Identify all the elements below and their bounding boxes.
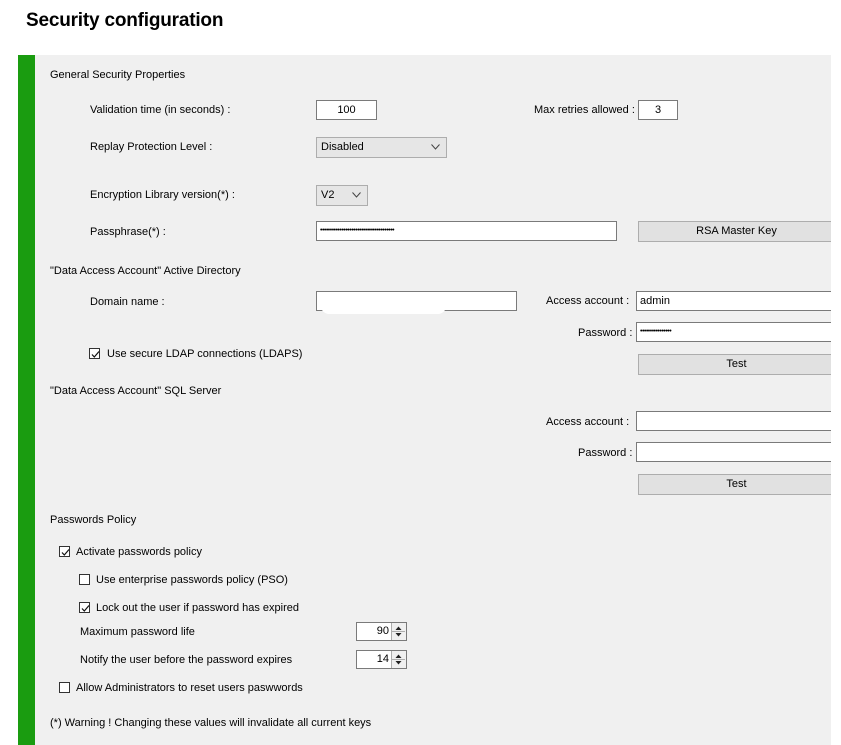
- encryption-version-label: Encryption Library version(*) :: [90, 189, 235, 201]
- ad-test-button[interactable]: Test: [638, 354, 831, 375]
- checkmark-icon: [80, 603, 91, 614]
- warning-text: (*) Warning ! Changing these values will invalidate all current keys: [50, 717, 372, 729]
- section-policy-header: Passwords Policy: [50, 514, 137, 526]
- pso-label: Use enterprise passwords policy (PSO): [96, 574, 288, 586]
- sql-access-account-input[interactable]: [636, 411, 831, 431]
- accent-bar: [18, 55, 35, 745]
- checkmark-icon: [90, 349, 101, 360]
- max-life-spinner[interactable]: [356, 622, 407, 641]
- encryption-version-value: V2: [321, 189, 335, 201]
- page-title: Security configuration: [26, 10, 224, 31]
- ad-password-label: Password :: [578, 327, 633, 339]
- rsa-master-key-button[interactable]: RSA Master Key: [638, 221, 831, 242]
- pso-checkbox[interactable]: [79, 574, 90, 585]
- sql-test-button[interactable]: Test: [638, 474, 831, 495]
- max-retries-input[interactable]: 3: [638, 100, 678, 120]
- lockout-checkbox[interactable]: [79, 602, 90, 613]
- settings-panel: [18, 55, 831, 745]
- max-life-value: 90: [376, 625, 389, 637]
- ldaps-checkbox[interactable]: [89, 348, 100, 359]
- replay-protection-value: Disabled: [321, 141, 364, 153]
- sql-access-account-label: Access account :: [546, 416, 630, 428]
- notify-value: 14: [376, 653, 389, 665]
- ad-access-account-label: Access account :: [546, 295, 630, 307]
- passphrase-input[interactable]: ••••••••••••••••••••••••••••••••••••••: [316, 221, 617, 241]
- up-down-arrows-icon[interactable]: [391, 651, 406, 668]
- section-ad-header: "Data Access Account" Active Directory: [50, 265, 241, 277]
- sql-password-input[interactable]: [636, 442, 831, 462]
- activate-policy-label: Activate passwords policy: [76, 546, 202, 558]
- sql-password-label: Password :: [578, 447, 633, 459]
- encryption-version-select[interactable]: [316, 185, 368, 206]
- validation-time-input[interactable]: 100: [316, 100, 377, 120]
- checkmark-icon: [60, 547, 71, 558]
- notify-spinner[interactable]: [356, 650, 407, 669]
- up-down-arrows-icon[interactable]: [391, 623, 406, 640]
- max-retries-label: Max retries allowed :: [534, 104, 635, 116]
- redaction-mark: [321, 292, 446, 314]
- notify-label: Notify the user before the password expires: [80, 654, 293, 666]
- validation-time-label: Validation time (in seconds) :: [90, 104, 231, 116]
- activate-policy-checkbox[interactable]: [59, 546, 70, 557]
- replay-protection-select[interactable]: [316, 137, 447, 158]
- admin-reset-label: Allow Administrators to reset users paswwords: [76, 682, 303, 694]
- domain-name-label: Domain name :: [90, 296, 165, 308]
- chevron-down-icon: [352, 192, 361, 198]
- ad-access-account-input[interactable]: admin: [636, 291, 831, 311]
- lockout-label: Lock out the user if password has expired: [96, 602, 300, 614]
- replay-protection-label: Replay Protection Level :: [90, 141, 213, 153]
- section-sql-header: "Data Access Account" SQL Server: [50, 385, 222, 397]
- section-general-header: General Security Properties: [50, 69, 186, 81]
- admin-reset-checkbox[interactable]: [59, 682, 70, 693]
- chevron-down-icon: [431, 144, 440, 150]
- ldaps-label: Use secure LDAP connections (LDAPS): [107, 348, 303, 360]
- max-life-label: Maximum password life: [80, 626, 195, 638]
- ad-password-input[interactable]: ••••••••••••••••: [636, 322, 831, 342]
- passphrase-label: Passphrase(*) :: [90, 226, 166, 238]
